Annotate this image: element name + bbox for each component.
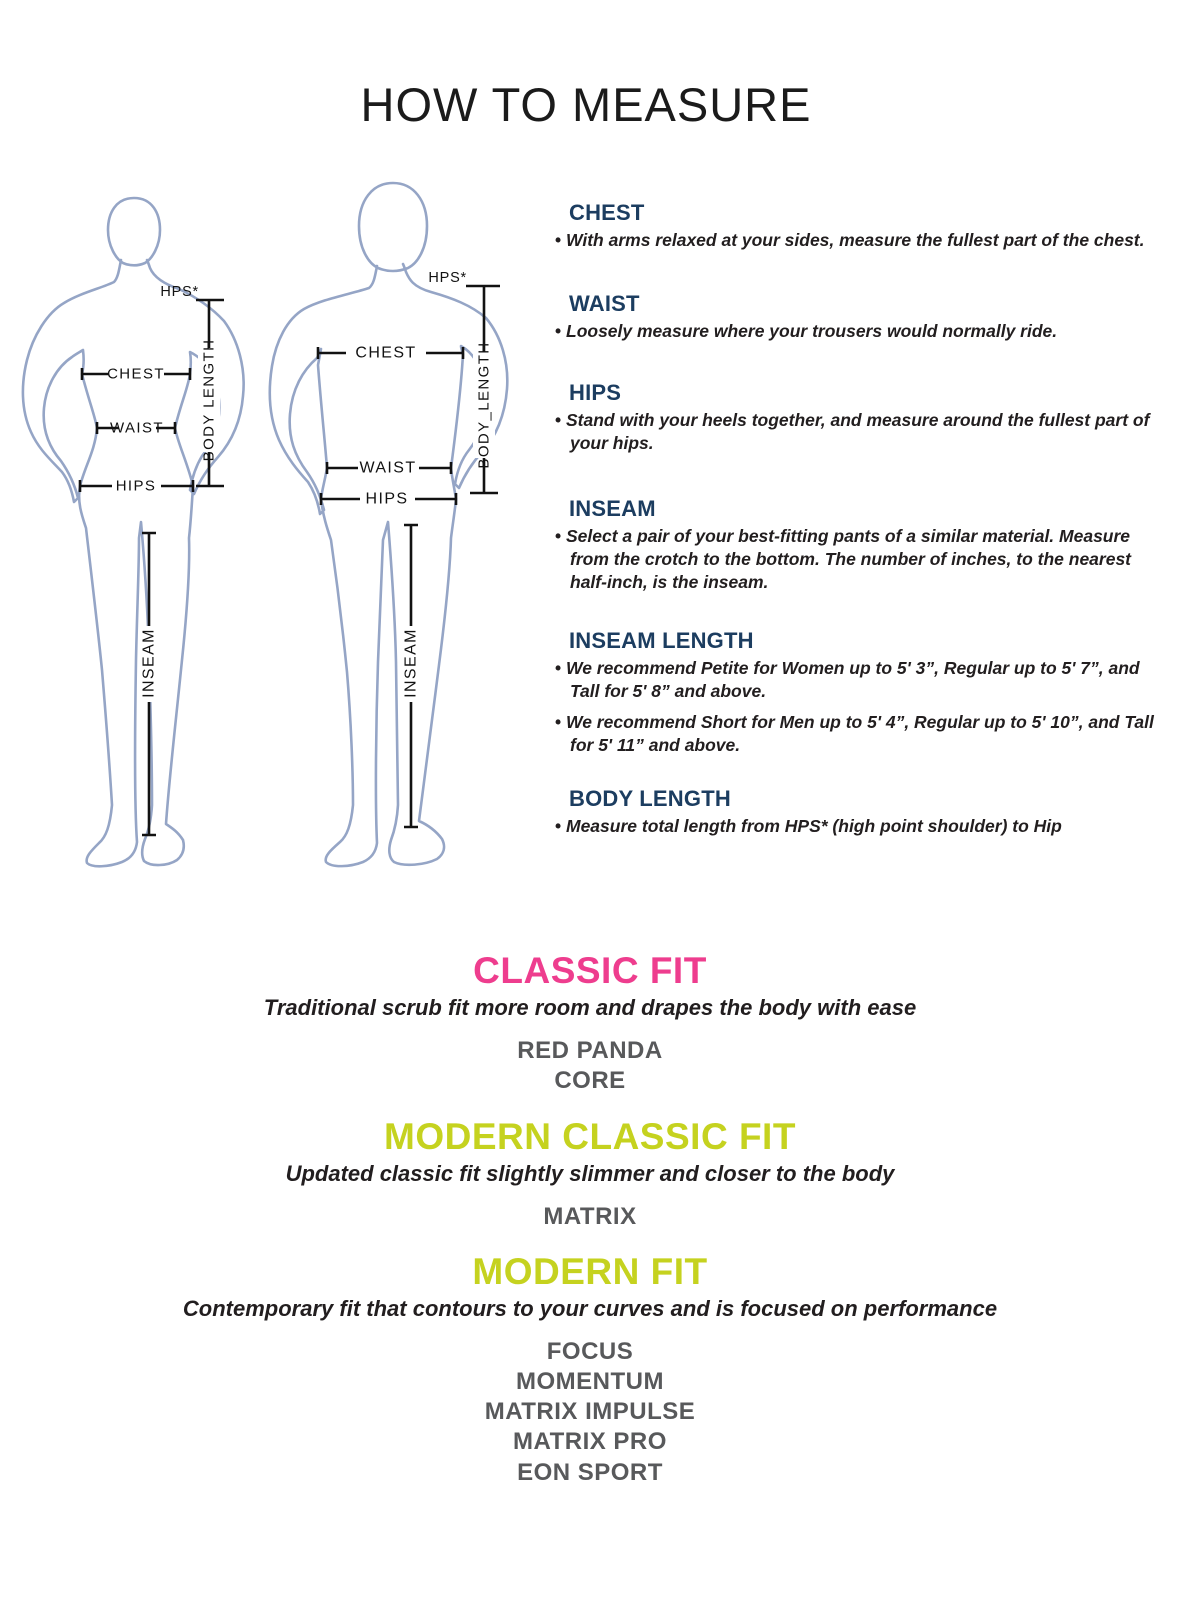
female-inseam-label: INSEAM: [140, 628, 158, 698]
male-measurements: [318, 270, 500, 827]
section-waist: [555, 291, 1169, 351]
section-inseam-length: [555, 628, 1169, 765]
product-name: FOCUS: [546, 1337, 634, 1365]
section-inseam-heading: INSEAM: [569, 496, 656, 521]
male-inseam-label: INSEAM: [402, 628, 420, 698]
section-chest: [555, 200, 1169, 260]
female-figure-outline: [23, 198, 244, 866]
section-waist-bullet: • Loosely measure where your trousers would normally ride.: [555, 320, 1169, 343]
section-inseam-length-bullet-women: • We recommend Petite for Women up to 5' 3”, Regular up to 5' 7”, and Tall for 5' 8” and above.: [555, 657, 1169, 703]
product-name: MOMENTUM: [516, 1367, 664, 1395]
female-body-length-label: BODY LENGTH: [200, 338, 218, 462]
page-title: HOW TO MEASURE: [360, 78, 812, 132]
product-name: RED PANDA: [517, 1036, 663, 1064]
fit-classic-name: CLASSIC FIT: [473, 950, 707, 991]
fit-modern-classic: [0, 1118, 1180, 1232]
section-body-length-bullet: • Measure total length from HPS* (high point shoulder) to Hip: [555, 815, 1169, 838]
product-name: MATRIX PRO: [513, 1428, 667, 1456]
product-name: MATRIX IMPULSE: [484, 1398, 696, 1426]
male-hips-label: HIPS: [365, 490, 409, 508]
female-hips-label: HIPS: [115, 477, 157, 495]
fit-modern-name: MODERN FIT: [472, 1251, 708, 1292]
fit-modern-description: Contemporary fit that contours to your curves and is focused on performance: [182, 1296, 998, 1321]
female-waist-label: WAIST: [110, 419, 164, 437]
section-hips-bullet: • Stand with your heels together, and measure around the fullest part of your hips.: [555, 409, 1169, 455]
section-body-length: [555, 786, 1169, 846]
fit-classic-description: Traditional scrub fit more room and drapes the body with ease: [263, 995, 917, 1020]
female-chest-label: CHEST: [107, 365, 165, 383]
male-chest-label: CHEST: [355, 344, 417, 362]
fit-modern: [0, 1253, 1180, 1488]
product-name: MATRIX: [543, 1202, 637, 1230]
section-chest-bullet: • With arms relaxed at your sides, measure the fullest part of the chest.: [555, 229, 1169, 252]
male-body-length-label: BODY_LENGTH: [475, 341, 493, 469]
section-inseam: [555, 496, 1169, 602]
how-to-measure-diagram: [0, 160, 540, 890]
female-head-outline: [108, 198, 160, 265]
product-name: CORE: [554, 1066, 626, 1094]
male-head-outline: [359, 183, 427, 271]
section-inseam-bullet: • Select a pair of your best-fitting pants of a similar material. Measure from the crotch to the bottom. The number of inches, to the nearest half-inch, is the inseam.: [555, 525, 1169, 594]
section-waist-heading: WAIST: [569, 291, 640, 316]
fit-classic-products: [0, 1036, 1180, 1096]
section-inseam-length-bullet-men: • We recommend Short for Men up to 5' 4”, Regular up to 5' 10”, and Tall for 5' 11” and above.: [555, 711, 1169, 757]
section-chest-heading: CHEST: [569, 200, 645, 225]
fit-modern-classic-description: Updated classic fit slightly slimmer and closer to the body: [285, 1161, 895, 1186]
male-waist-label: WAIST: [359, 459, 417, 477]
fit-modern-products: [0, 1337, 1180, 1488]
fit-modern-classic-name: MODERN CLASSIC FIT: [384, 1116, 796, 1157]
female-hps-label: HPS*: [160, 284, 199, 300]
section-hips-heading: HIPS: [569, 380, 622, 405]
male-hps-label: HPS*: [428, 270, 467, 286]
section-inseam-length-heading: INSEAM LENGTH: [569, 628, 754, 653]
product-name: EON SPORT: [517, 1458, 663, 1486]
section-body-length-heading: BODY LENGTH: [569, 786, 731, 811]
fit-modern-classic-products: [0, 1202, 1180, 1232]
section-hips: [555, 380, 1169, 463]
fit-classic: [0, 952, 1180, 1096]
